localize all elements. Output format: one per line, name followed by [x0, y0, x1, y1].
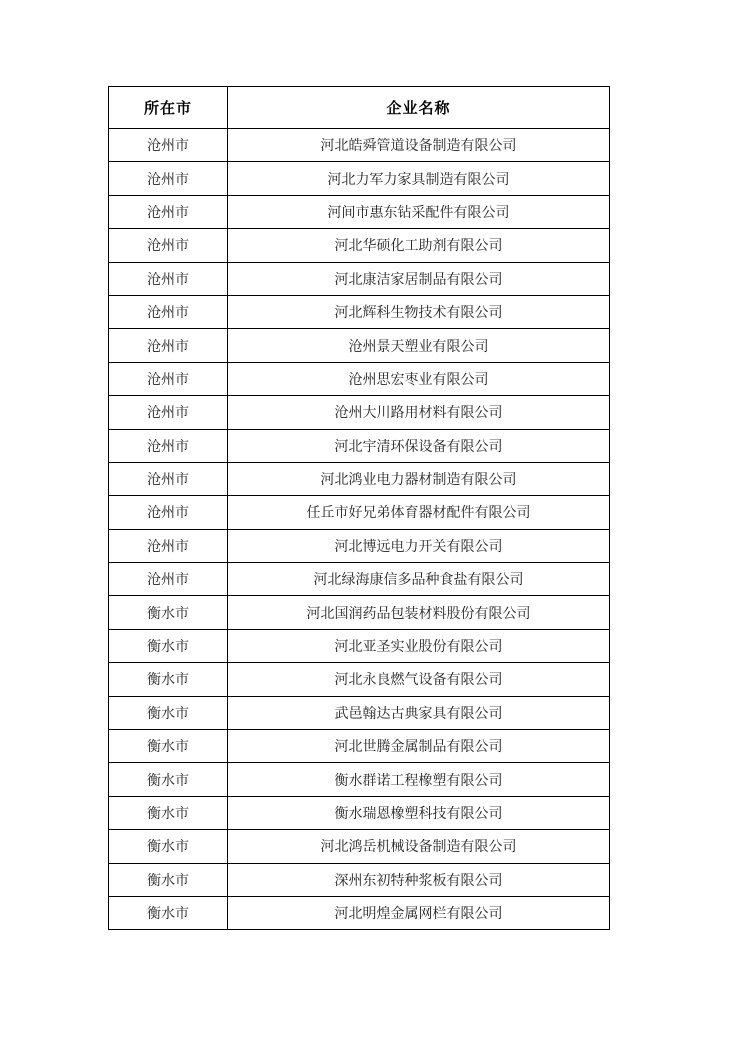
table-row [109, 830, 610, 863]
company-cell: 河北博远电力开关有限公司 [228, 529, 610, 562]
city-cell: 衡水市 [109, 596, 228, 629]
city-cell: 衡水市 [109, 896, 228, 929]
company-cell: 河北国润药品包装材料股份有限公司 [228, 596, 610, 629]
city-cell: 衡水市 [109, 663, 228, 696]
table-row [109, 629, 610, 662]
city-cell: 沧州市 [109, 162, 228, 195]
table-row [109, 396, 610, 429]
city-cell: 沧州市 [109, 195, 228, 228]
company-cell: 河北皓舜管道设备制造有限公司 [228, 129, 610, 162]
table-row [109, 229, 610, 262]
table-row [109, 863, 610, 896]
company-cell: 深州东初特种浆板有限公司 [228, 863, 610, 896]
city-cell: 沧州市 [109, 229, 228, 262]
table-row [109, 329, 610, 362]
table-row [109, 663, 610, 696]
company-cell: 衡水群诺工程橡塑有限公司 [228, 763, 610, 796]
city-cell: 衡水市 [109, 763, 228, 796]
table-row [109, 730, 610, 763]
company-cell: 河间市惠东钻采配件有限公司 [228, 195, 610, 228]
company-cell: 河北康洁家居制品有限公司 [228, 262, 610, 295]
table-header-row [109, 87, 610, 129]
company-cell: 河北力军力家具制造有限公司 [228, 162, 610, 195]
table-row [109, 362, 610, 395]
company-cell: 河北世腾金属制品有限公司 [228, 730, 610, 763]
city-cell: 沧州市 [109, 262, 228, 295]
table-row [109, 162, 610, 195]
city-cell: 衡水市 [109, 730, 228, 763]
city-cell: 衡水市 [109, 830, 228, 863]
company-table [108, 86, 610, 930]
company-cell: 沧州景天塑业有限公司 [228, 329, 610, 362]
company-cell: 沧州思宏枣业有限公司 [228, 362, 610, 395]
company-cell: 河北华硕化工助剂有限公司 [228, 229, 610, 262]
company-cell: 任丘市好兄弟体育器材配件有限公司 [228, 496, 610, 529]
city-cell: 沧州市 [109, 396, 228, 429]
city-cell: 衡水市 [109, 629, 228, 662]
company-cell: 河北绿海康信多品种食盐有限公司 [228, 563, 610, 596]
city-cell: 衡水市 [109, 696, 228, 729]
table-row [109, 195, 610, 228]
table-row [109, 129, 610, 162]
city-cell: 沧州市 [109, 129, 228, 162]
city-cell: 衡水市 [109, 796, 228, 829]
table-row [109, 429, 610, 462]
header-company: 企业名称 [228, 87, 610, 129]
city-cell: 衡水市 [109, 863, 228, 896]
city-cell: 沧州市 [109, 295, 228, 328]
table-row [109, 462, 610, 495]
company-cell: 河北永良燃气设备有限公司 [228, 663, 610, 696]
table-row [109, 295, 610, 328]
company-cell: 沧州大川路用材料有限公司 [228, 396, 610, 429]
company-cell: 河北辉科生物技术有限公司 [228, 295, 610, 328]
company-cell: 河北明煌金属网栏有限公司 [228, 896, 610, 929]
table-row [109, 796, 610, 829]
company-cell: 河北宇清环保设备有限公司 [228, 429, 610, 462]
city-cell: 沧州市 [109, 429, 228, 462]
table-row [109, 763, 610, 796]
table-row [109, 596, 610, 629]
table-row [109, 896, 610, 929]
table-body [109, 129, 610, 930]
company-cell: 衡水瑞恩橡塑科技有限公司 [228, 796, 610, 829]
city-cell: 沧州市 [109, 496, 228, 529]
city-cell: 沧州市 [109, 563, 228, 596]
company-cell: 河北鸿岳机械设备制造有限公司 [228, 830, 610, 863]
header-city: 所在市 [109, 87, 228, 129]
city-cell: 沧州市 [109, 329, 228, 362]
company-cell: 河北亚圣实业股份有限公司 [228, 629, 610, 662]
city-cell: 沧州市 [109, 529, 228, 562]
city-cell: 沧州市 [109, 462, 228, 495]
table-row [109, 563, 610, 596]
city-cell: 沧州市 [109, 362, 228, 395]
company-cell: 河北鸿业电力器材制造有限公司 [228, 462, 610, 495]
table-row [109, 262, 610, 295]
table-row [109, 529, 610, 562]
company-cell: 武邑翰达古典家具有限公司 [228, 696, 610, 729]
table-row [109, 496, 610, 529]
table-row [109, 696, 610, 729]
